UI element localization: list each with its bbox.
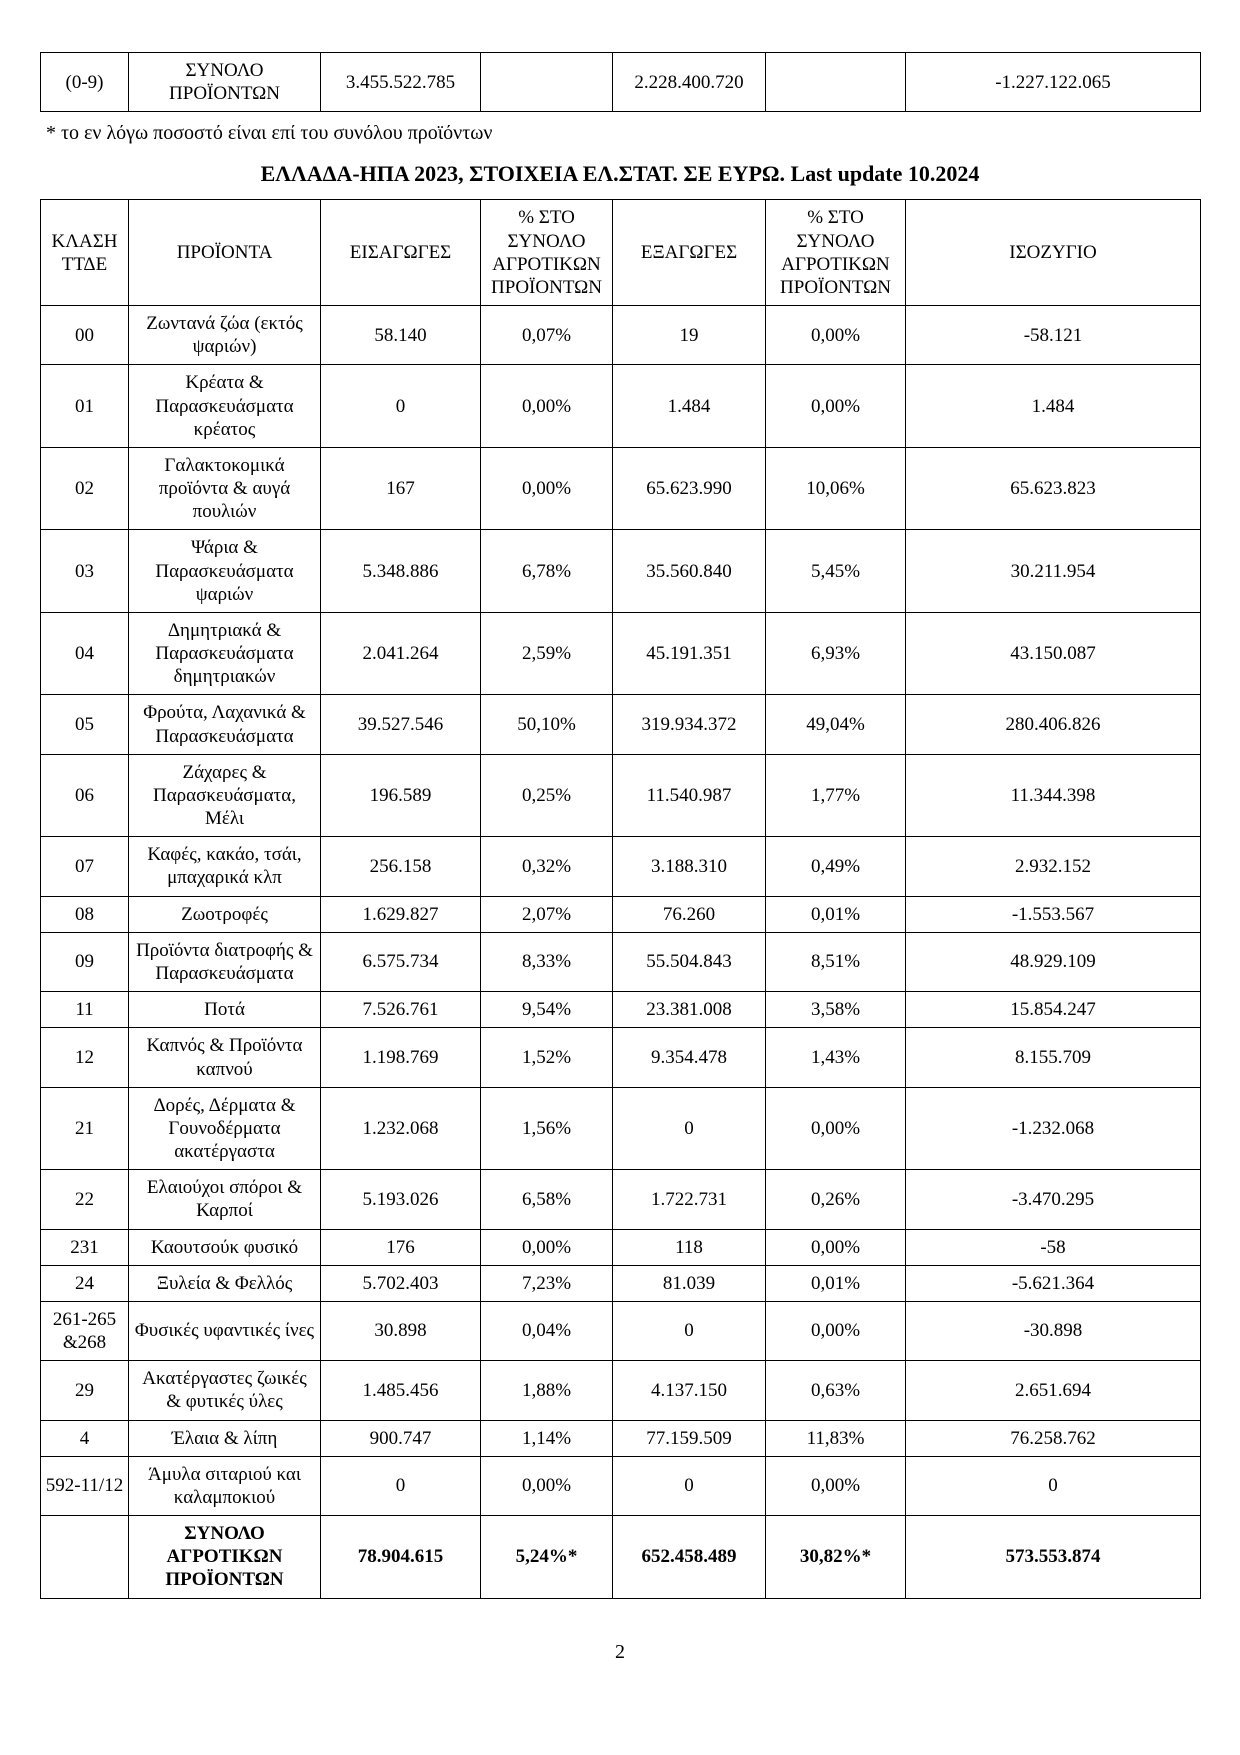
- imports-pct-cell: 0,00%: [481, 1456, 613, 1515]
- balance-value-cell: -1.232.068: [906, 1087, 1201, 1170]
- product-cell: Ζωντανά ζώα (εκτός ψαριών): [129, 306, 321, 365]
- class-code-cell: 29: [41, 1361, 129, 1420]
- imports-value-cell: 39.527.546: [321, 695, 481, 754]
- table-row: [41, 695, 1201, 754]
- exports-value-cell: 19: [613, 306, 766, 365]
- exports-value-cell: 81.039: [613, 1265, 766, 1301]
- imports-value-cell: 176: [321, 1229, 481, 1265]
- exports-pct-cell: 0,00%: [766, 365, 906, 448]
- imports-value-cell: 256.158: [321, 837, 481, 896]
- exports-value-cell: 319.934.372: [613, 695, 766, 754]
- product-cell: ΣΥΝΟΛΟ ΑΓΡΟΤΙΚΩΝ ΠΡΟΪΟΝΤΩΝ: [129, 1516, 321, 1599]
- balance-value-cell: 8.155.709: [906, 1028, 1201, 1087]
- exports-value-cell: 2.228.400.720: [613, 53, 766, 112]
- imports-value-cell: 6.575.734: [321, 932, 481, 991]
- product-cell: Καουτσούκ φυσικό: [129, 1229, 321, 1265]
- class-code-cell: 03: [41, 530, 129, 613]
- imports-pct-cell: 5,24%*: [481, 1516, 613, 1599]
- exports-value-cell: 652.458.489: [613, 1516, 766, 1599]
- table-row: [41, 447, 1201, 530]
- imports-pct-cell: 6,58%: [481, 1170, 613, 1229]
- balance-value-cell: 2.932.152: [906, 837, 1201, 896]
- product-cell: Ακατέργαστες ζωικές & φυτικές ύλες: [129, 1361, 321, 1420]
- exports-value-cell: 1.484: [613, 365, 766, 448]
- balance-value-cell: 65.623.823: [906, 447, 1201, 530]
- product-cell: Έλαια & λίπη: [129, 1420, 321, 1456]
- imports-pct-cell: 2,07%: [481, 896, 613, 932]
- product-cell: Ψάρια & Παρασκευάσματα ψαριών: [129, 530, 321, 613]
- imports-pct-cell: 8,33%: [481, 932, 613, 991]
- class-code-cell: 11: [41, 992, 129, 1028]
- exports-value-cell: 55.504.843: [613, 932, 766, 991]
- balance-value-cell: -58.121: [906, 306, 1201, 365]
- table-row: [41, 1028, 1201, 1087]
- class-code-cell: 05: [41, 695, 129, 754]
- balance-value-cell: 573.553.874: [906, 1516, 1201, 1599]
- table-row: [41, 992, 1201, 1028]
- agri-total-row: [41, 1516, 1201, 1599]
- trade-data-table: [40, 199, 1201, 1598]
- product-cell: Δημητριακά & Παρασκευάσματα δημητριακών: [129, 612, 321, 695]
- exports-pct-cell: 0,26%: [766, 1170, 906, 1229]
- class-code-cell: 592-11/12: [41, 1456, 129, 1515]
- table-row: [41, 1229, 1201, 1265]
- class-code-cell: 08: [41, 896, 129, 932]
- page-title: ΕΛΛΑΔΑ-ΗΠΑ 2023, ΣΤΟΙΧΕΙΑ ΕΛ.ΣΤΑΤ. ΣΕ ΕΥΡΩ. Last update 10.2024: [260, 161, 980, 187]
- balance-value-cell: 2.651.694: [906, 1361, 1201, 1420]
- imports-pct-cell: 9,54%: [481, 992, 613, 1028]
- exports-value-cell: 1.722.731: [613, 1170, 766, 1229]
- table-row: [41, 1087, 1201, 1170]
- column-header: ΕΞΑΓΩΓΕΣ: [613, 200, 766, 306]
- exports-pct-cell: 1,77%: [766, 754, 906, 837]
- exports-pct-cell: 1,43%: [766, 1028, 906, 1087]
- class-code-cell: 00: [41, 306, 129, 365]
- table-header-row: [41, 200, 1201, 306]
- exports-pct-cell: 30,82%*: [766, 1516, 906, 1599]
- product-cell: Κρέατα & Παρασκευάσματα κρέατος: [129, 365, 321, 448]
- class-code-cell: 06: [41, 754, 129, 837]
- imports-pct-cell: [481, 53, 613, 112]
- imports-value-cell: 900.747: [321, 1420, 481, 1456]
- table-row: [41, 754, 1201, 837]
- imports-pct-cell: 0,00%: [481, 447, 613, 530]
- exports-pct-cell: 0,63%: [766, 1361, 906, 1420]
- table-row: [41, 530, 1201, 613]
- table-row: [41, 1456, 1201, 1515]
- products-total-table: [40, 52, 1201, 112]
- balance-value-cell: 11.344.398: [906, 754, 1201, 837]
- exports-value-cell: 0: [613, 1456, 766, 1515]
- balance-value-cell: -1.227.122.065: [906, 53, 1201, 112]
- exports-value-cell: 4.137.150: [613, 1361, 766, 1420]
- table-row: [41, 306, 1201, 365]
- product-cell: Ζάχαρες & Παρασκευάσματα, Μέλι: [129, 754, 321, 837]
- imports-value-cell: 1.198.769: [321, 1028, 481, 1087]
- imports-value-cell: 0: [321, 1456, 481, 1515]
- exports-pct-cell: 0,00%: [766, 1087, 906, 1170]
- class-code-cell: 04: [41, 612, 129, 695]
- imports-pct-cell: 7,23%: [481, 1265, 613, 1301]
- imports-value-cell: 30.898: [321, 1301, 481, 1360]
- imports-value-cell: 5.193.026: [321, 1170, 481, 1229]
- balance-value-cell: 30.211.954: [906, 530, 1201, 613]
- balance-value-cell: 0: [906, 1456, 1201, 1515]
- table-row: [41, 896, 1201, 932]
- exports-pct-cell: 0,00%: [766, 1301, 906, 1360]
- product-cell: Ποτά: [129, 992, 321, 1028]
- column-header: ΙΣΟΖΥΓΙΟ: [906, 200, 1201, 306]
- balance-value-cell: -58: [906, 1229, 1201, 1265]
- balance-value-cell: 1.484: [906, 365, 1201, 448]
- column-header: ΠΡΟΪΟΝΤΑ: [129, 200, 321, 306]
- imports-pct-cell: 1,56%: [481, 1087, 613, 1170]
- footnote: * το εν λόγω ποσοστό είναι επί του συνόλου προϊόντων: [46, 122, 493, 145]
- class-code-cell: 12: [41, 1028, 129, 1087]
- class-code-cell: 22: [41, 1170, 129, 1229]
- imports-value-cell: 196.589: [321, 754, 481, 837]
- exports-pct-cell: [766, 53, 906, 112]
- column-header: % ΣΤΟ ΣΥΝΟΛΟ ΑΓΡΟΤΙΚΩΝ ΠΡΟΪΟΝΤΩΝ: [766, 200, 906, 306]
- balance-value-cell: 15.854.247: [906, 992, 1201, 1028]
- balance-value-cell: 48.929.109: [906, 932, 1201, 991]
- exports-pct-cell: 0,00%: [766, 1456, 906, 1515]
- exports-pct-cell: 0,01%: [766, 1265, 906, 1301]
- exports-value-cell: 77.159.509: [613, 1420, 766, 1456]
- balance-value-cell: -3.470.295: [906, 1170, 1201, 1229]
- product-cell: Άμυλα σιταριού και καλαμποκιού: [129, 1456, 321, 1515]
- exports-pct-cell: 3,58%: [766, 992, 906, 1028]
- class-code-cell: 09: [41, 932, 129, 991]
- product-cell: Φυσικές υφαντικές ίνες: [129, 1301, 321, 1360]
- product-cell: Γαλακτοκομικά προϊόντα & αυγά πουλιών: [129, 447, 321, 530]
- products-total-row: [41, 53, 1201, 112]
- table-row: [41, 837, 1201, 896]
- balance-value-cell: 76.258.762: [906, 1420, 1201, 1456]
- column-header: ΚΛΑΣΗ ΤΤΔΕ: [41, 200, 129, 306]
- table-row: [41, 1265, 1201, 1301]
- table-row: [41, 1361, 1201, 1420]
- exports-pct-cell: 0,00%: [766, 1229, 906, 1265]
- imports-value-cell: 1.485.456: [321, 1361, 481, 1420]
- product-cell: Ζωοτροφές: [129, 896, 321, 932]
- table-row: [41, 932, 1201, 991]
- balance-value-cell: 43.150.087: [906, 612, 1201, 695]
- imports-value-cell: 1.629.827: [321, 896, 481, 932]
- column-header: ΕΙΣΑΓΩΓΕΣ: [321, 200, 481, 306]
- imports-pct-cell: 2,59%: [481, 612, 613, 695]
- imports-value-cell: 3.455.522.785: [321, 53, 481, 112]
- class-code-cell: 21: [41, 1087, 129, 1170]
- imports-pct-cell: 1,14%: [481, 1420, 613, 1456]
- imports-value-cell: 0: [321, 365, 481, 448]
- exports-value-cell: 45.191.351: [613, 612, 766, 695]
- imports-value-cell: 5.702.403: [321, 1265, 481, 1301]
- exports-pct-cell: 49,04%: [766, 695, 906, 754]
- table-row: [41, 612, 1201, 695]
- class-code-cell: 231: [41, 1229, 129, 1265]
- imports-pct-cell: 50,10%: [481, 695, 613, 754]
- exports-value-cell: 0: [613, 1301, 766, 1360]
- product-cell: Δορές, Δέρματα & Γουνοδέρματα ακατέργαστα: [129, 1087, 321, 1170]
- imports-value-cell: 2.041.264: [321, 612, 481, 695]
- imports-value-cell: 78.904.615: [321, 1516, 481, 1599]
- class-code-cell: (0-9): [41, 53, 129, 112]
- table-row: [41, 1420, 1201, 1456]
- exports-pct-cell: 6,93%: [766, 612, 906, 695]
- exports-pct-cell: 0,01%: [766, 896, 906, 932]
- product-cell: Προϊόντα διατροφής & Παρασκευάσματα: [129, 932, 321, 991]
- imports-pct-cell: 6,78%: [481, 530, 613, 613]
- exports-pct-cell: 10,06%: [766, 447, 906, 530]
- exports-pct-cell: 5,45%: [766, 530, 906, 613]
- table-row: [41, 1170, 1201, 1229]
- exports-value-cell: 118: [613, 1229, 766, 1265]
- product-cell: Καφές, κακάο, τσάι, μπαχαρικά κλπ: [129, 837, 321, 896]
- imports-pct-cell: 0,25%: [481, 754, 613, 837]
- class-code-cell: 01: [41, 365, 129, 448]
- imports-pct-cell: 0,32%: [481, 837, 613, 896]
- balance-value-cell: 280.406.826: [906, 695, 1201, 754]
- class-code-cell: 07: [41, 837, 129, 896]
- exports-value-cell: 35.560.840: [613, 530, 766, 613]
- product-cell: Φρούτα, Λαχανικά & Παρασκευάσματα: [129, 695, 321, 754]
- balance-value-cell: -5.621.364: [906, 1265, 1201, 1301]
- balance-value-cell: -30.898: [906, 1301, 1201, 1360]
- exports-value-cell: 3.188.310: [613, 837, 766, 896]
- exports-value-cell: 0: [613, 1087, 766, 1170]
- exports-value-cell: 76.260: [613, 896, 766, 932]
- exports-value-cell: 11.540.987: [613, 754, 766, 837]
- imports-pct-cell: 0,00%: [481, 1229, 613, 1265]
- exports-pct-cell: 11,83%: [766, 1420, 906, 1456]
- imports-pct-cell: 1,52%: [481, 1028, 613, 1087]
- page-number: 2: [615, 1640, 625, 1663]
- imports-value-cell: 5.348.886: [321, 530, 481, 613]
- class-code-cell: 4: [41, 1420, 129, 1456]
- class-code-cell: 261-265 &268: [41, 1301, 129, 1360]
- product-cell: Ελαιούχοι σπόροι & Καρποί: [129, 1170, 321, 1229]
- class-code-cell: 02: [41, 447, 129, 530]
- table-row: [41, 1301, 1201, 1360]
- exports-pct-cell: 0,49%: [766, 837, 906, 896]
- imports-value-cell: 58.140: [321, 306, 481, 365]
- exports-pct-cell: 0,00%: [766, 306, 906, 365]
- imports-pct-cell: 0,04%: [481, 1301, 613, 1360]
- table-row: [41, 365, 1201, 448]
- balance-value-cell: -1.553.567: [906, 896, 1201, 932]
- product-cell: ΣΥΝΟΛΟ ΠΡΟΪΟΝΤΩΝ: [129, 53, 321, 112]
- exports-value-cell: 9.354.478: [613, 1028, 766, 1087]
- column-header: % ΣΤΟ ΣΥΝΟΛΟ ΑΓΡΟΤΙΚΩΝ ΠΡΟΪΟΝΤΩΝ: [481, 200, 613, 306]
- product-cell: Καπνός & Προϊόντα καπνού: [129, 1028, 321, 1087]
- imports-value-cell: 1.232.068: [321, 1087, 481, 1170]
- imports-pct-cell: 0,00%: [481, 365, 613, 448]
- class-code-cell: 24: [41, 1265, 129, 1301]
- exports-value-cell: 65.623.990: [613, 447, 766, 530]
- exports-value-cell: 23.381.008: [613, 992, 766, 1028]
- imports-value-cell: 7.526.761: [321, 992, 481, 1028]
- imports-value-cell: 167: [321, 447, 481, 530]
- imports-pct-cell: 1,88%: [481, 1361, 613, 1420]
- product-cell: Ξυλεία & Φελλός: [129, 1265, 321, 1301]
- exports-pct-cell: 8,51%: [766, 932, 906, 991]
- imports-pct-cell: 0,07%: [481, 306, 613, 365]
- class-code-cell: [41, 1516, 129, 1599]
